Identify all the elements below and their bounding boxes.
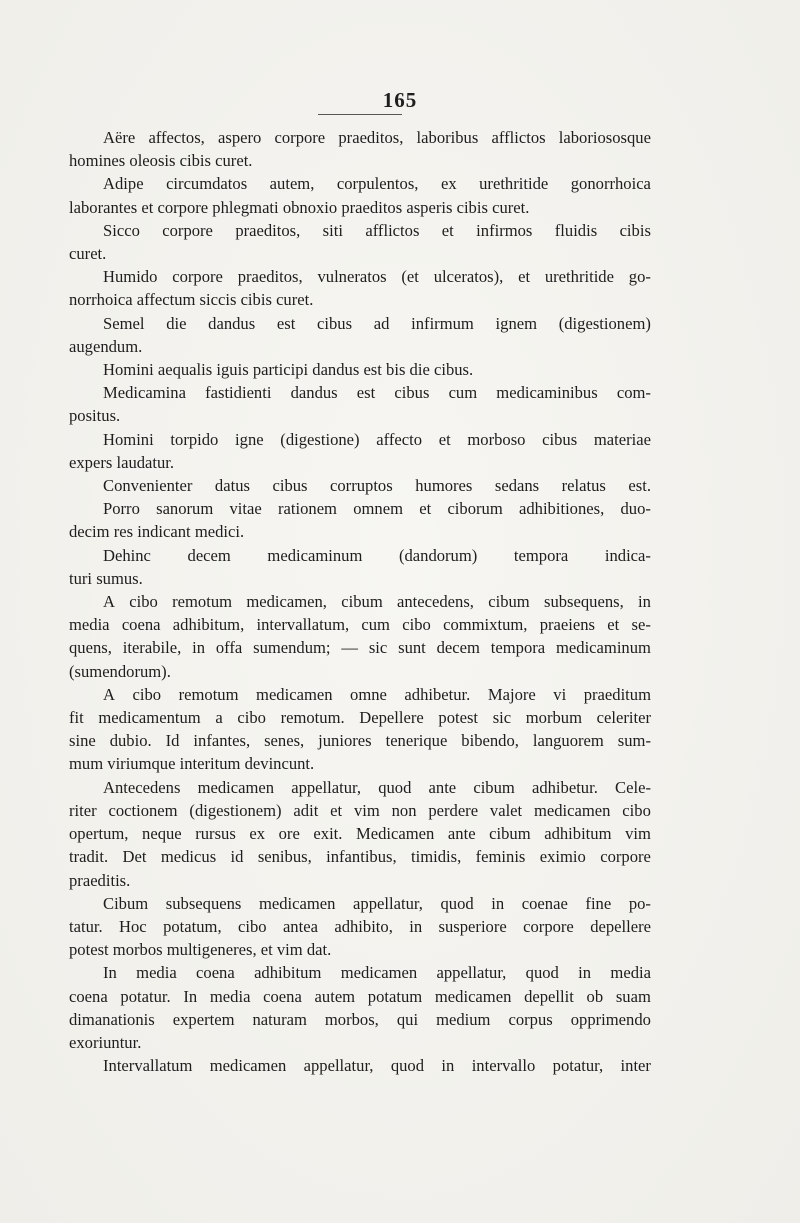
text-line: media coena adhibitum, intervallatum, cum cibo commixtum, praeiens et se- [69, 615, 651, 635]
text-line: norrhoica affectum siccis cibis curet. [69, 290, 314, 310]
text-line: coena potatur. In media coena autem potatum medicamen depellit ob suam [69, 986, 651, 1006]
text-line: laborantes et corpore phlegmati obnoxio praeditos asperis cibis curet. [69, 197, 530, 217]
text-line: decim res indicant medici. [69, 522, 245, 542]
page-number: 165 [382, 88, 418, 112]
text-line: opertum, neque rursus ex ore exit. Medicamen ante cibum adhibitum vim [69, 824, 651, 844]
text-line: sine dubio. Id infantes, senes, juniores tenerique bibendo, languorem sum- [69, 731, 651, 751]
text-line: Semel die dandus est cibus ad infirmum ignem (digestionem) [103, 313, 651, 333]
text-line: quens, iterabile, in offa sumendum; — sic sunt decem tempora medicaminum [69, 638, 651, 658]
text-line: mum viriumque interitum devincunt. [69, 754, 315, 774]
text-line: expers laudatur. [69, 452, 175, 472]
text-line: tradit. Det medicus id senibus, infantibus, timidis, feminis eximio corpore [69, 847, 651, 867]
text-line: Medicamina fastidienti dandus est cibus cum medicaminibus com- [103, 383, 651, 403]
text-line: Homini torpido igne (digestione) affecto et morboso cibus materiae [103, 429, 651, 449]
text-line: augendum. [69, 336, 143, 356]
text-line: Porro sanorum vitae rationem omnem et ciborum adhibitiones, duo- [103, 499, 651, 519]
text-line: dimanationis expertem naturam morbos, qui medium corpus opprimendo [69, 1009, 651, 1029]
text-line: riter coctionem (digestionem) adit et vim non perdere valet medicamen cibo [69, 800, 651, 820]
text-line: turi sumus. [69, 568, 143, 588]
text-line: Intervallatum medicamen appellatur, quod in intervallo potatur, inter [103, 1056, 651, 1076]
body-text [69, 126, 651, 1077]
text-line: fit medicamentum a cibo remotum. Depellere potest sic morbum celeriter [69, 708, 651, 728]
text-line: praeditis. [69, 870, 131, 890]
text-line: A cibo remotum medicamen, cibum antecedens, cibum subsequens, in [103, 592, 651, 612]
text-line: Dehinc decem medicaminum (dandorum) tempora indica- [103, 545, 651, 565]
text-line: In media coena adhibitum medicamen appellatur, quod in media [103, 963, 651, 983]
text-line: Antecedens medicamen appellatur, quod ante cibum adhibetur. Cele- [103, 777, 651, 797]
text-line: Adipe circumdatos autem, corpulentos, ex urethritide gonorrhoica [103, 174, 651, 194]
page-number-rule [318, 114, 402, 115]
text-line: tatur. Hoc potatum, cibo antea adhibito, in susperiore corpore depellere [69, 916, 651, 936]
text-line: curet. [69, 244, 107, 264]
text-line: potest morbos multigeneres, et vim dat. [69, 940, 332, 960]
text-line: homines oleosis cibis curet. [69, 151, 253, 171]
text-line: Humido corpore praeditos, vulneratos (et ulceratos), et urethritide go- [103, 267, 651, 287]
text-line: Homini aequalis iguis participi dandus est bis die cibus. [103, 360, 474, 380]
text-line: A cibo remotum medicamen omne adhibetur. Majore vi praeditum [103, 684, 651, 704]
text-line: exoriuntur. [69, 1032, 142, 1052]
text-line: positus. [69, 406, 121, 426]
text-line: Convenienter datus cibus corruptos humores sedans relatus est. [103, 476, 651, 496]
text-line: Cibum subsequens medicamen appellatur, quod in coenae fine po- [103, 893, 651, 913]
text-line: (sumendorum). [69, 661, 171, 681]
text-line: Sicco corpore praeditos, siti afflictos et infirmos fluidis cibis [103, 220, 651, 240]
text-line: Aëre affectos, aspero corpore praeditos, laboribus afflictos laboriososque [103, 128, 651, 147]
